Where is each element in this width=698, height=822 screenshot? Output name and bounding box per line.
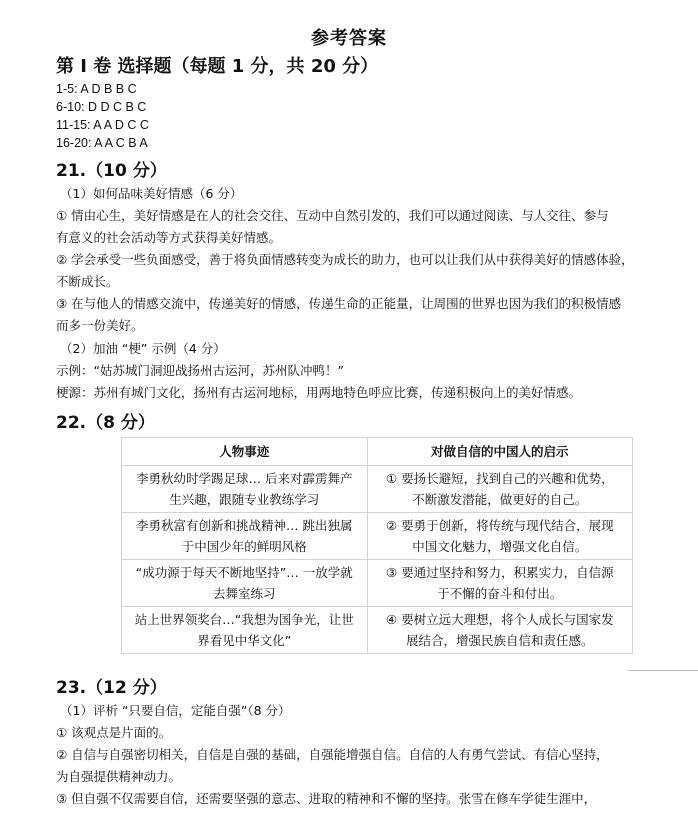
q21-point2-line1: ② 学会承受一些负面感受，善于将负面情感转变为成长的助力，也可以让我们从中获得美好的情感体验， <box>56 252 634 267</box>
q21-example: 示例：“姑苏城门洞迎战扬州古运河，苏州队冲鸭！” <box>56 363 344 378</box>
question-23-heading: 23.（12 分） <box>56 678 167 698</box>
q23-point3-line1: ③ 但自强不仅需要自信，还需要坚强的意志、进取的精神和不懈的坚持。张雪在修车学徒生涯中， <box>56 791 597 806</box>
table-cell-insight <box>367 466 632 513</box>
cell-line: “成功源于每天不断地坚持”… 一放学就 <box>135 565 353 580</box>
table-cell-insight <box>367 607 632 654</box>
cell-line: ④ 要树立远大理想，将个人成长与国家发 <box>385 612 614 627</box>
q21-explanation: 梗源：苏州有城门文化，扬州有古运河地标，用两地特色呼应比赛，传递积极向上的美好情感。 <box>56 385 582 400</box>
table-cell-deed <box>122 513 368 560</box>
table-row <box>122 466 633 513</box>
table-cell-insight <box>367 560 632 607</box>
cell-line: ① 要扬长避短，找到自己的兴趣和优势， <box>385 471 614 486</box>
cell-line: 生兴趣，跟随专业教练学习 <box>169 492 320 507</box>
table-header-insight: 对做自信的中国人的启示 <box>367 438 632 466</box>
cell-line: 于中国少年的鲜明风格 <box>181 539 307 554</box>
document-title: 参考答案 <box>311 28 387 49</box>
cell-line: 于不懈的奋斗和付出。 <box>437 586 563 601</box>
answer-key-line: 11-15: A A D C C <box>56 118 149 132</box>
divider-line <box>628 670 698 671</box>
answer-key-line: 6-10: D D C B C <box>56 100 147 114</box>
q23-point1: ① 该观点是片面的。 <box>56 725 172 740</box>
table-cell-insight <box>367 513 632 560</box>
cell-line: ③ 要通过坚持和努力，积累实力，自信源 <box>385 565 614 580</box>
q21-point1-line2: 有意义的社会活动等方式获得美好情感。 <box>56 230 282 245</box>
table-cell-deed <box>122 607 368 654</box>
table-row <box>122 607 633 654</box>
cell-line: 站上世界领奖台…“我想为国争光，让世 <box>134 612 354 627</box>
q21-point3-line1: ③ 在与他人的情感交流中，传递美好的情感，传递生命的正能量，让周围的世界也因为我们的积极情感 <box>56 296 622 311</box>
cell-line: ② 要勇于创新，将传统与现代结合，展现 <box>385 518 614 533</box>
q21-point3-line2: 而多一份美好。 <box>56 318 144 333</box>
table-cell-deed <box>122 560 368 607</box>
section-1-heading: 第 Ⅰ 卷 选择题（每题 1 分，共 20 分） <box>56 56 379 77</box>
table-row <box>122 560 633 607</box>
q21-part1-title: （1）如何品味美好情感（6 分） <box>60 186 243 201</box>
q21-point1-line1: ① 情由心生，美好情感是在人的社会交往、互动中自然引发的，我们可以通过阅读、与人交往、参与 <box>56 208 609 223</box>
q22-table <box>121 437 633 654</box>
cell-line: 界看见中华文化” <box>197 633 292 648</box>
q23-point2-line1: ② 自信与自强密切相关，自信是自强的基础，自强能增强自信。自信的人有勇气尝试、有信心坚持， <box>56 747 609 762</box>
cell-line: 李勇秋幼时学踢足球… 后来对霹雳舞产 <box>136 471 353 486</box>
cell-line: 去舞室练习 <box>213 586 276 601</box>
answer-key-line: 16-20: A A C B A <box>56 136 148 150</box>
table-row <box>122 513 633 560</box>
cell-line: 李勇秋富有创新和挑战精神… 跳出独属 <box>136 518 353 533</box>
q21-point2-line2: 不断成长。 <box>56 274 119 289</box>
table-header-deed: 人物事迹 <box>122 438 368 466</box>
q23-part1-title: （1）评析 “只要自信，定能自强”（8 分） <box>60 703 291 718</box>
question-22-heading: 22.（8 分） <box>56 413 155 433</box>
cell-line: 不断激发潜能，做更好的自己。 <box>412 492 588 507</box>
answer-key-line: 1-5: A D B B C <box>56 82 137 96</box>
table-header-row <box>122 438 633 466</box>
table-cell-deed <box>122 466 368 513</box>
cell-line: 展结合，增强民族自信和责任感。 <box>406 633 594 648</box>
q21-part2-title: （2）加油 “梗” 示例（4 分） <box>60 341 226 356</box>
q23-point2-line2: 为自强提供精神动力。 <box>56 769 182 784</box>
question-21-heading: 21.（10 分） <box>56 161 167 181</box>
cell-line: 中国文化魅力，增强文化自信。 <box>412 539 588 554</box>
